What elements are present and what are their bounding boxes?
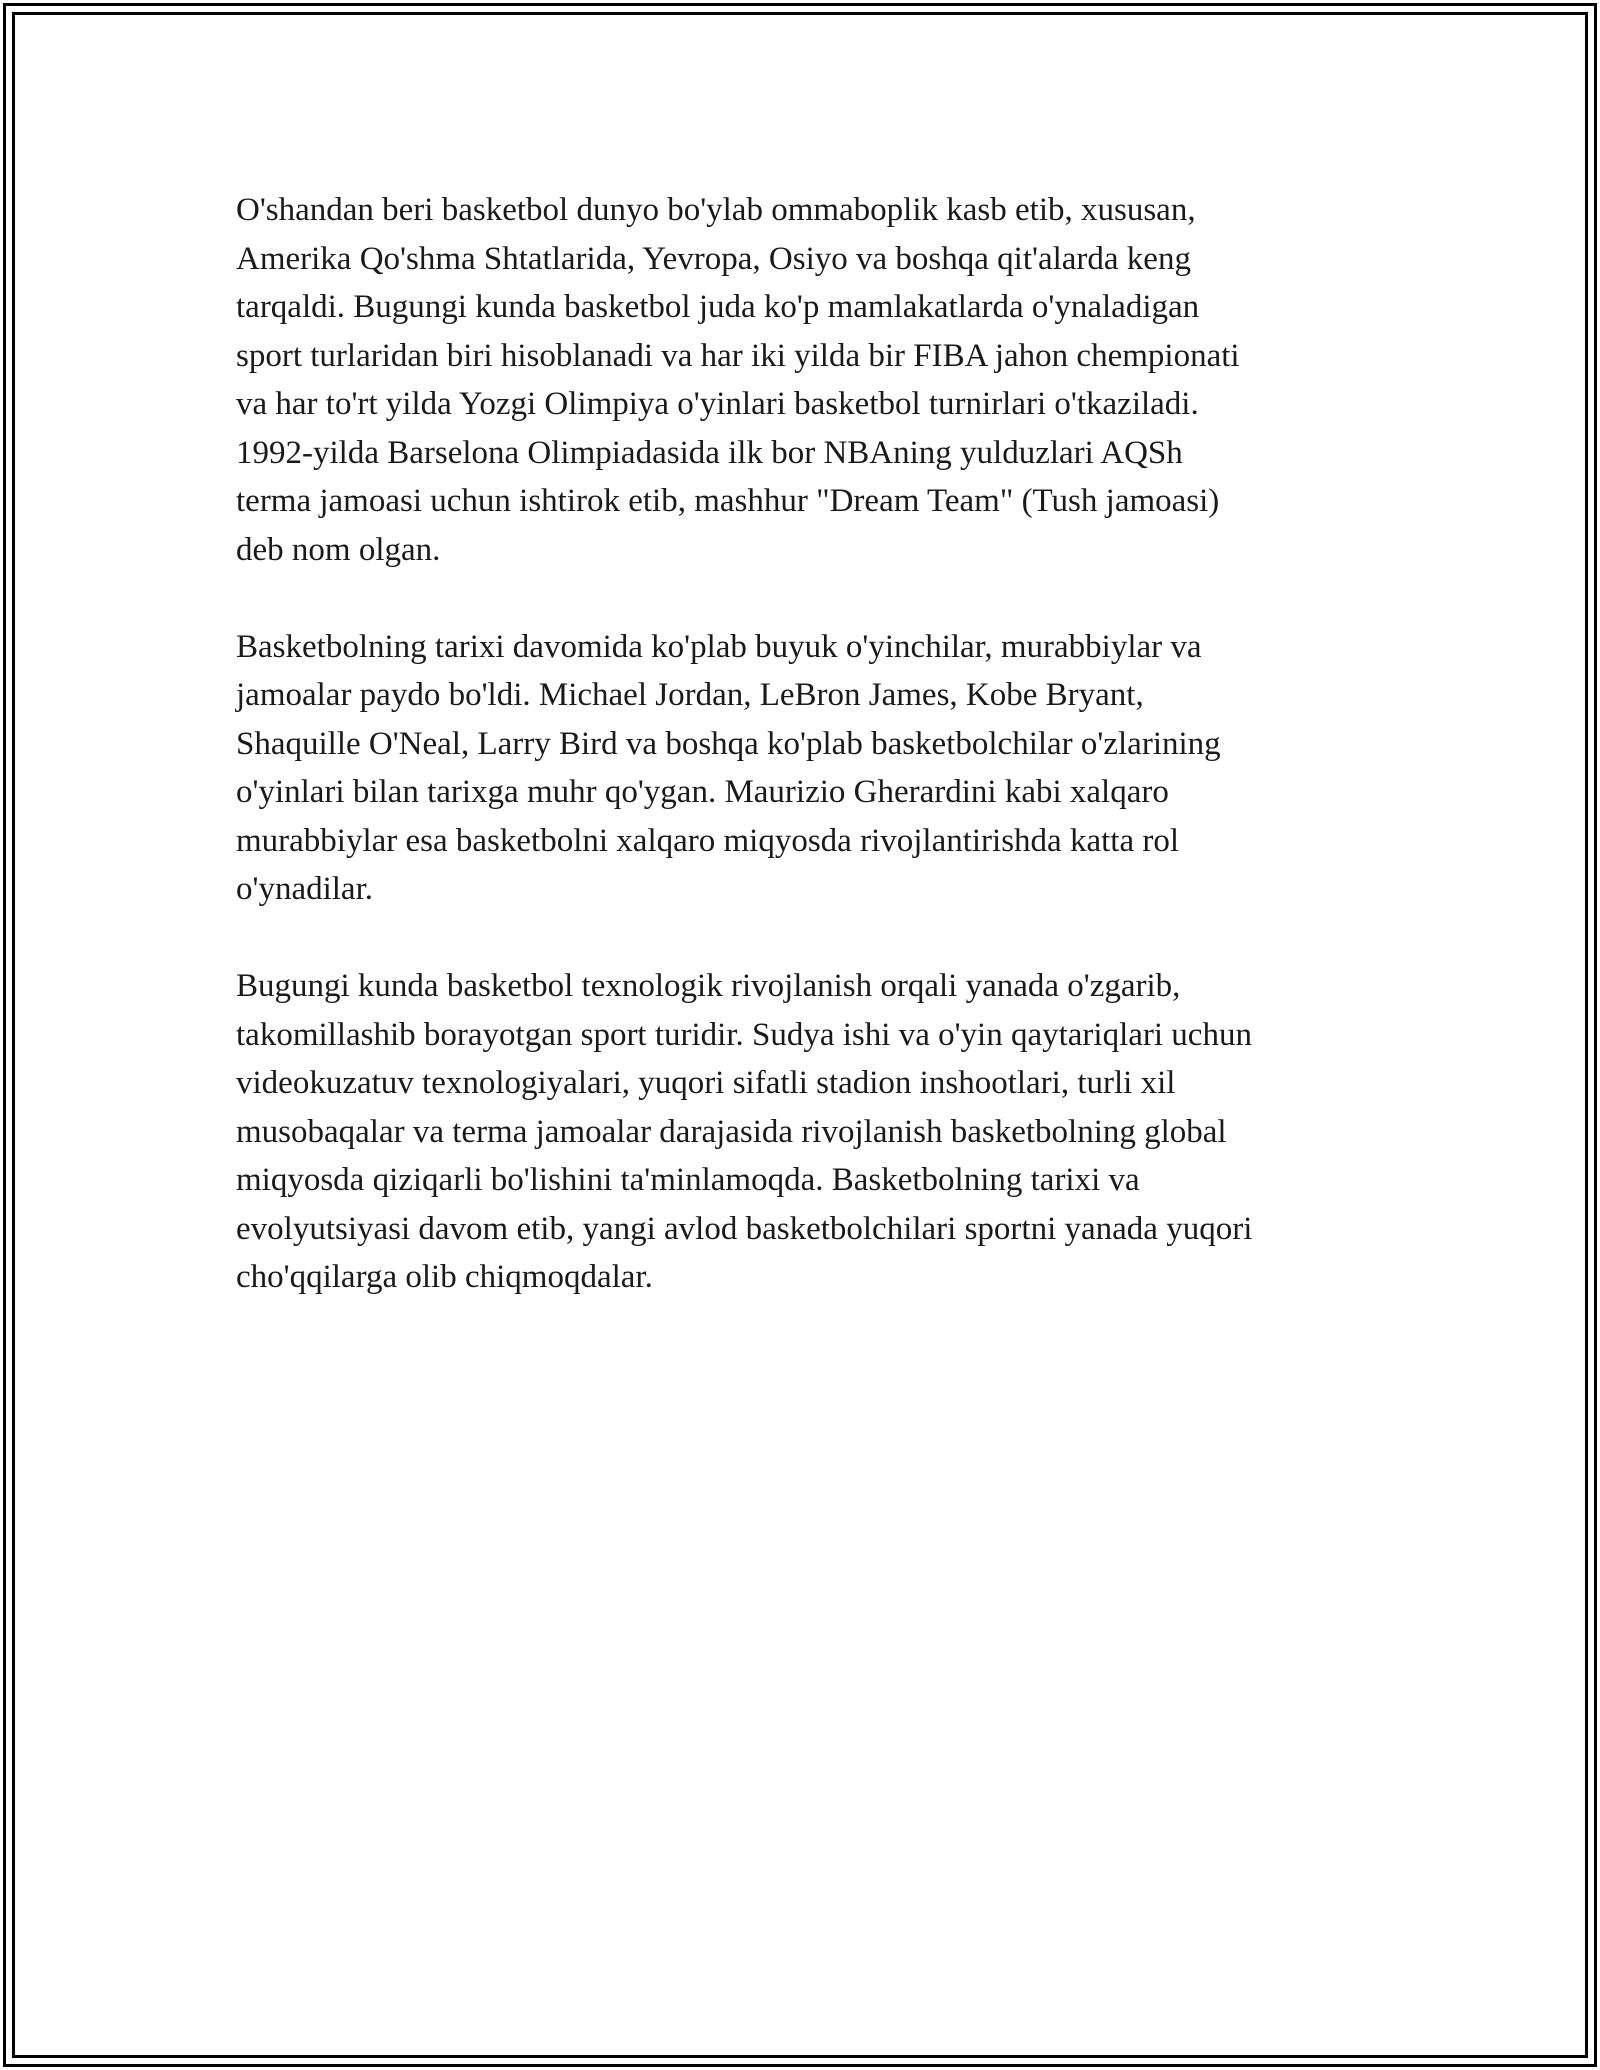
text-line: videokuzatuv texnologiyalari, yuqori sifatli stadion inshootlari, turli xil [236,1065,1176,1101]
text-line: va har to'rt yilda Yozgi Olimpiya o'yinlari basketbol turnirlari o'tkaziladi. [236,386,1199,422]
text-line: terma jamoasi uchun ishtirok etib, mashhur "Dream Team" (Tush jamoasi) [236,483,1220,519]
text-line: cho'qqilarga olib chiqmoqdalar. [236,1259,653,1295]
text-line: tarqaldi. Bugungi kunda basketbol juda ko'p mamlakatlarda o'ynaladigan [236,289,1200,325]
text-line: miqyosda qiziqarli bo'lishini ta'minlamoqda. Basketbolning tarixi va [236,1162,1140,1198]
document-body [236,186,1376,1350]
text-line: Amerika Qo'shma Shtatlarida, Yevropa, Osiyo va boshqa qit'alarda keng [236,240,1191,277]
paragraph-2 [236,623,1376,914]
text-line: deb nom olgan. [236,531,441,568]
text-line: takomillashib borayotgan sport turidir. Sudya ishi va o'yin qaytariqlari uchun [236,1016,1252,1053]
text-line: murabbiylar esa basketbolni xalqaro miqyosda rivojlantirishda katta rol [236,822,1179,859]
text-line: Bugungi kunda basketbol texnologik rivojlanish orqali yanada o'zgarib, [236,968,1181,1004]
text-line: o'ynadilar. [236,871,373,907]
paragraph-3 [236,962,1376,1302]
paragraph-1 [236,186,1376,574]
text-line: o'yinlari bilan tarixga muhr qo'ygan. Maurizio Gherardini kabi xalqaro [236,774,1169,810]
text-line: musobaqalar va terma jamoalar darajasida rivojlanish basketbolning global [236,1113,1227,1150]
text-line: jamoalar paydo bo'ldi. Michael Jordan, LeBron James, Kobe Bryant, [236,677,1144,713]
text-line: 1992-yilda Barselona Olimpiadasida ilk bor NBAning yulduzlari AQSh [236,434,1183,471]
text-line: evolyutsiyasi davom etib, yangi avlod basketbolchilari sportni yanada yuqori [236,1210,1253,1247]
text-line: Shaquille O'Neal, Larry Bird va boshqa ko'plab basketbolchilar o'zlarining [236,725,1221,762]
text-line: sport turlaridan biri hisoblanadi va har iki yilda bir FIBA jahon chempionati [236,337,1240,374]
text-line: O'shandan beri basketbol dunyo bo'ylab ommaboplik kasb etib, xususan, [236,192,1196,228]
text-line: Basketbolning tarixi davomida ko'plab buyuk o'yinchilar, murabbiylar va [236,628,1202,665]
